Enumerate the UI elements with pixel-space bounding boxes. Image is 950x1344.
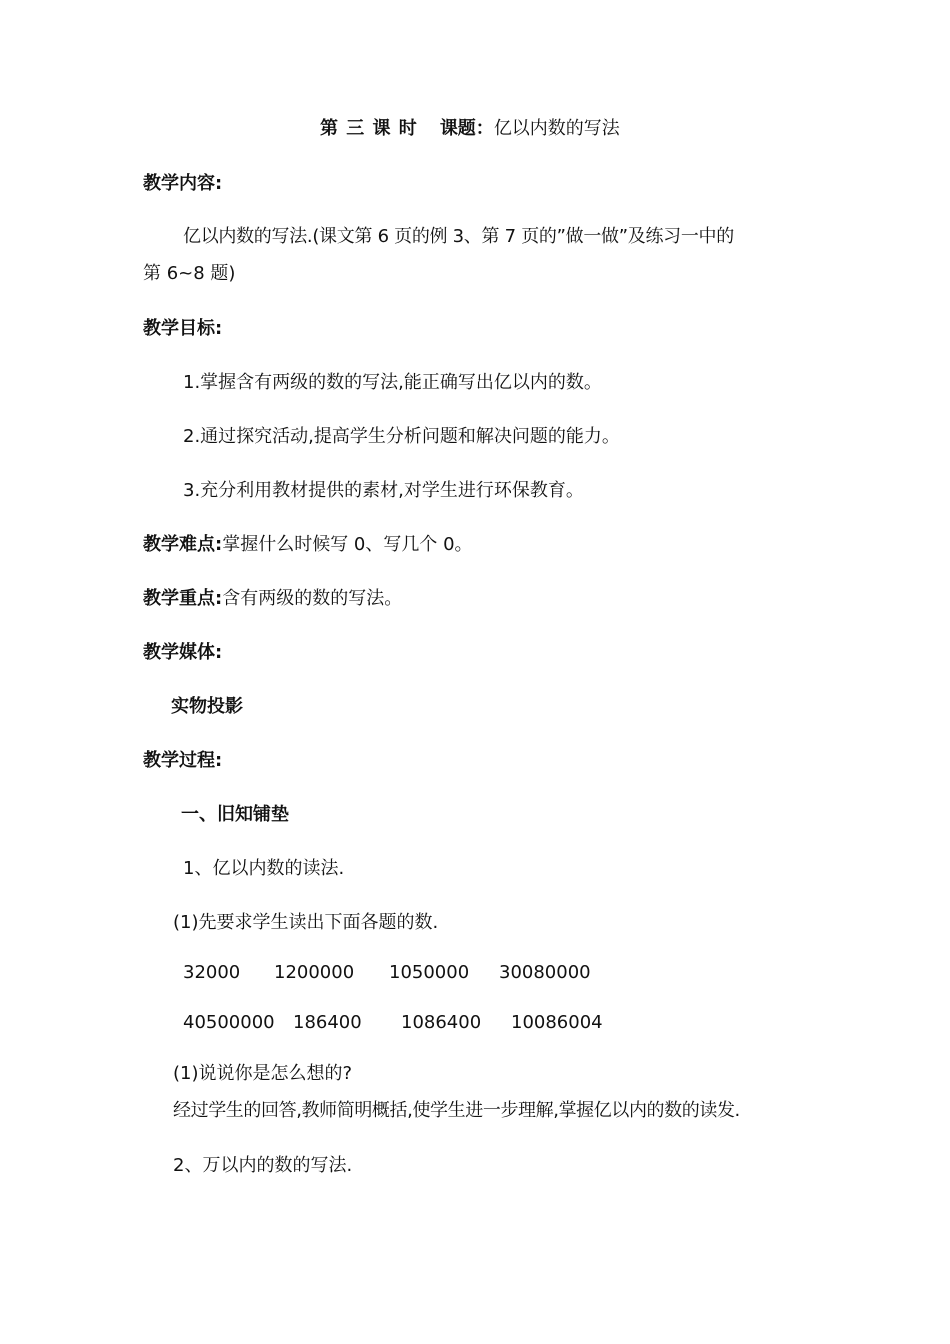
number-item: 1200000 (274, 962, 355, 983)
number-item: 32000 (183, 962, 241, 983)
process-heading: 教学过程: (143, 750, 223, 771)
number-item: 40500000 (183, 1012, 275, 1033)
key-point-label: 教学重点: (143, 588, 223, 609)
title-topic: 亿以内数的写法 (493, 118, 620, 139)
goal-item-3: 3.充分利用教材提供的素材,对学生进行环保教育。 (183, 480, 584, 501)
page-title (320, 117, 620, 141)
difficulty-line (143, 533, 473, 557)
difficulty-label: 教学难点: (143, 534, 223, 555)
process-sub-2: (1)说说你是怎么想的? (173, 1063, 353, 1084)
number-item: 1086400 (401, 1012, 482, 1033)
media-item: 实物投影 (171, 696, 243, 717)
content-line-1: 亿以内数的写法.(课文第 6 页的例 3、第 7 页的”做一做”及练习一中的 (183, 226, 734, 247)
number-item: 10086004 (511, 1012, 603, 1033)
content-heading: 教学内容: (143, 173, 223, 194)
goals-heading: 教学目标: (143, 318, 223, 339)
process-section-1: 一、旧知铺垫 (181, 804, 289, 825)
key-point-line (143, 587, 402, 611)
content-line-2: 第 6~8 题) (143, 263, 236, 284)
process-step-2: 2、万以内的数的写法. (173, 1155, 353, 1176)
media-heading: 教学媒体: (143, 642, 223, 663)
key-point-text: 含有两级的数的写法。 (222, 588, 403, 609)
difficulty-text: 掌握什么时候写 0、写几个 0。 (222, 534, 473, 555)
number-item: 1050000 (389, 962, 470, 983)
number-item: 30080000 (499, 962, 591, 983)
process-step-1: 1、亿以内数的读法. (183, 858, 345, 879)
goal-item-1: 1.掌握含有两级的数的写法,能正确写出亿以内的数。 (183, 372, 602, 393)
process-sub-1: (1)先要求学生读出下面各题的数. (173, 912, 439, 933)
title-topic-label: 课题： (439, 118, 494, 139)
title-prefix: 第 三 课 时 (320, 118, 418, 139)
goal-item-2: 2.通过探究活动,提高学生分析问题和解决问题的能力。 (183, 426, 620, 447)
process-summary: 经过学生的回答,教师简明概括,使学生进一步理解,掌握亿以内的数的读发. (173, 1100, 740, 1121)
number-item: 186400 (293, 1012, 362, 1033)
